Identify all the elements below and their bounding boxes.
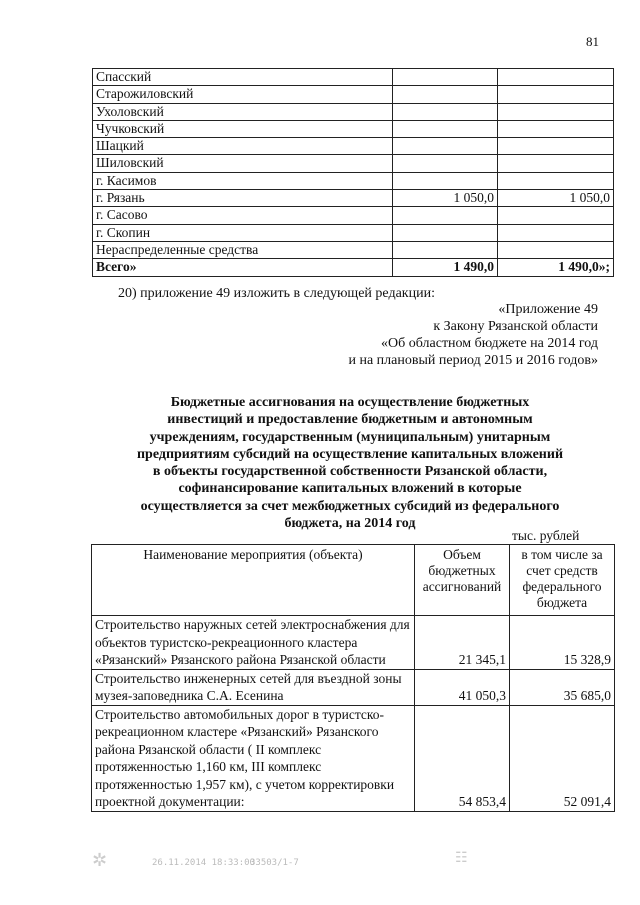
table-row (93, 120, 614, 137)
district-federal (498, 69, 614, 86)
district-table (92, 68, 614, 277)
district-name: Ухоловский (93, 103, 393, 120)
header-federal: в том числе за счет средств федерального бюджета (510, 545, 615, 616)
total-row (93, 259, 614, 276)
title-line: учреждениям, государственным (муниципальным) унитарным (149, 429, 551, 445)
appendix-line: «Приложение 49 (498, 302, 598, 317)
units-label: тыс. рублей (512, 528, 580, 543)
district-amount (393, 103, 498, 120)
district-amount (393, 241, 498, 258)
district-amount: 1 490,0 (393, 259, 498, 276)
footer-timestamp: 26.11.2014 18:33:00 (152, 858, 255, 868)
district-federal (498, 138, 614, 155)
title-line: предприятиям субсидий на осуществление капитальных вложений (136, 446, 564, 462)
scan-mark-icon: ☷ (455, 851, 468, 866)
district-federal (498, 120, 614, 137)
appendix-heading (348, 301, 598, 369)
district-federal (498, 241, 614, 258)
table-row (93, 69, 614, 86)
table-header-row (92, 545, 615, 616)
measure-name: Строительство автомобильных дорог в туристско-рекреационном кластере «Рязанский» Рязанского района Рязанской области ( II комплекс протяженностью 1,160 км, III комплекс протяженностью 1,957 км), с учетом корректировки проектной документации: (92, 705, 415, 811)
appendix-line: к Закону Рязанской области (433, 319, 598, 334)
district-federal (498, 224, 614, 241)
district-name: г. Рязань (93, 190, 393, 207)
table-row (93, 172, 614, 189)
measure-name: Строительство инженерных сетей для въездной зоны музея-заповедника С.А. Есенина (92, 669, 415, 705)
district-amount (393, 224, 498, 241)
measures-table (91, 544, 615, 812)
table-row (93, 224, 614, 241)
district-name: г. Сасово (93, 207, 393, 224)
district-amount (393, 69, 498, 86)
district-name: Шацкий (93, 138, 393, 155)
page-number: 81 (586, 34, 599, 49)
district-federal (498, 103, 614, 120)
measure-federal: 35 685,0 (510, 669, 615, 705)
title-line: софинансирование капитальных вложений в которые (178, 481, 522, 497)
title-line: осуществляется за счет межбюджетных субсидий из федерального (140, 498, 560, 514)
district-amount (393, 138, 498, 155)
district-name: Всего» (93, 259, 393, 276)
title-line: бюджета, на 2014 год (284, 516, 416, 532)
table-row (92, 616, 615, 670)
footer-document-id: 33503/1-7 (250, 858, 299, 868)
table-row (93, 207, 614, 224)
district-name: г. Касимов (93, 172, 393, 189)
district-amount (393, 172, 498, 189)
district-name: Нераспределенные средства (93, 241, 393, 258)
measure-federal: 52 091,4 (510, 705, 615, 811)
district-name: Спасский (93, 69, 393, 86)
table-row (93, 190, 614, 207)
district-amount (393, 120, 498, 137)
measure-name: Строительство наружных сетей электроснабжения для объектов туристско-рекреационного кластера «Рязанский» Рязанского района Рязанской области (92, 616, 415, 670)
district-amount (393, 155, 498, 172)
table-row (92, 705, 615, 811)
title-line: инвестиций и предоставление бюджетным и автономным (167, 412, 533, 428)
district-federal (498, 86, 614, 103)
measure-volume: 21 345,1 (415, 616, 510, 670)
table-row (93, 241, 614, 258)
district-federal: 1 050,0 (498, 190, 614, 207)
district-name: Шиловский (93, 155, 393, 172)
measure-volume: 41 050,3 (415, 669, 510, 705)
header-volume: Объем бюджетных ассигнований (415, 545, 510, 616)
table-row (93, 155, 614, 172)
appendix-line: и на плановый период 2015 и 2016 годов» (348, 353, 598, 368)
district-amount: 1 050,0 (393, 190, 498, 207)
district-federal (498, 207, 614, 224)
document-title (100, 394, 600, 532)
district-federal (498, 155, 614, 172)
amendment-line: 20) приложение 49 изложить в следующей редакции: (118, 286, 435, 301)
district-federal (498, 172, 614, 189)
district-name: Чучковский (93, 120, 393, 137)
table-row (93, 103, 614, 120)
measure-volume: 54 853,4 (415, 705, 510, 811)
district-amount (393, 207, 498, 224)
district-federal: 1 490,0»; (498, 259, 614, 276)
title-line: в объекты государственной собственности Рязанской области, (152, 464, 548, 480)
district-name: Старожиловский (93, 86, 393, 103)
appendix-line: «Об областном бюджете на 2014 год (381, 336, 598, 351)
district-amount (393, 86, 498, 103)
table-row (93, 138, 614, 155)
header-name: Наименование мероприятия (объекта) (92, 545, 415, 616)
measure-federal: 15 328,9 (510, 616, 615, 670)
table-row (93, 86, 614, 103)
district-name: г. Скопин (93, 224, 393, 241)
title-line: Бюджетные ассигнования на осуществление бюджетных (170, 395, 530, 410)
scan-mark-icon: ✲ (92, 850, 108, 870)
table-row (92, 669, 615, 705)
